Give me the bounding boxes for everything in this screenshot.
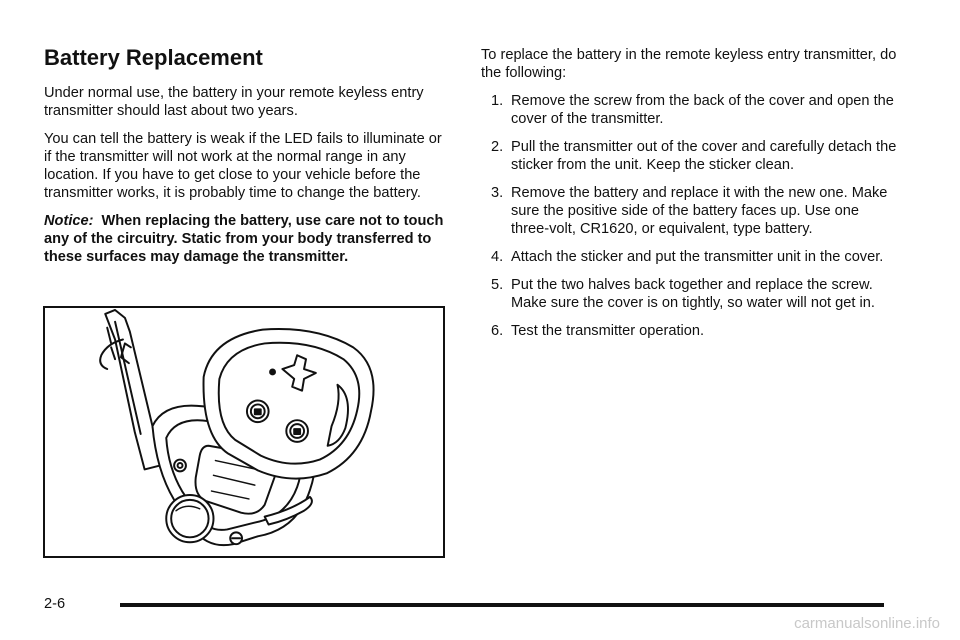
step-number: 5.	[491, 277, 504, 293]
steps-list	[481, 92, 899, 340]
step-text: Put the two halves back together and replace the screw. Make sure the cover is on tightly, so water will not get in.	[511, 277, 875, 311]
list-item	[481, 276, 899, 312]
keyless-transmitter-illustration	[45, 308, 443, 556]
step-number: 1.	[491, 93, 504, 109]
watermark: carmanualsonline.info	[794, 615, 940, 632]
right-column	[481, 46, 899, 350]
battery-coin-shape	[166, 495, 213, 542]
step-number: 4.	[491, 249, 504, 265]
step-number: 2.	[491, 139, 504, 155]
footer-rule	[120, 603, 884, 607]
paragraph-weak-battery: You can tell the battery is weak if the LED fails to illuminate or if the transmitter will not work at the normal range in any location. If you have to get close to your vehicle before the transmitter works, it is probably time to change the battery.	[44, 131, 442, 201]
list-item	[481, 92, 899, 128]
list-item	[481, 184, 899, 238]
step-text: Pull the transmitter out of the cover and carefully detach the sticker from the unit. Keep the sticker clean.	[511, 139, 897, 173]
notice-label: Notice:	[44, 213, 94, 229]
paragraph-battery-life: Under normal use, the battery in your remote keyless entry transmitter should last about two years.	[44, 85, 424, 119]
list-item	[481, 248, 899, 266]
step-number: 3.	[491, 185, 504, 201]
section-title: Battery Replacement	[44, 45, 263, 70]
page-number: 2-6	[44, 596, 66, 612]
key-blade-shape	[105, 310, 160, 469]
step-text: Remove the battery and replace it with the new one. Make sure the positive side of the battery faces up. Use one three-volt, CR1620, or equivalent, type battery.	[511, 185, 888, 237]
step-text: Remove the screw from the back of the cover and open the cover of the transmitter.	[511, 93, 894, 127]
notice	[44, 212, 448, 266]
instructions-intro: To replace the battery in the remote keyless entry transmitter, do the following:	[481, 47, 897, 81]
list-item	[481, 322, 899, 340]
left-column	[44, 44, 448, 276]
step-text: Test the transmitter operation.	[511, 323, 705, 339]
step-number: 6.	[491, 323, 504, 339]
notice-text: When replacing the battery, use care not to touch any of the circuitry. Static from your body transferred to these surfaces may damage the transmitter.	[44, 213, 444, 265]
list-item	[481, 138, 899, 174]
step-text: Attach the sticker and put the transmitter unit in the cover.	[511, 249, 884, 265]
transmitter-figure	[43, 306, 445, 558]
